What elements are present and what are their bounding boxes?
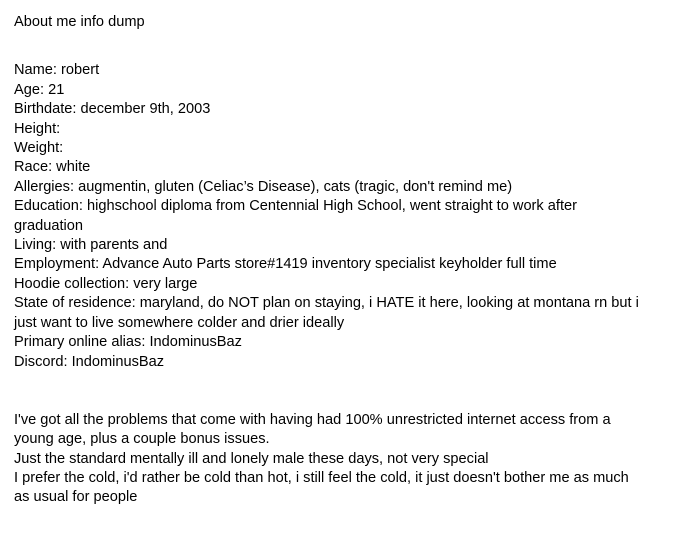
profile-line-birthdate: Birthdate: december 9th, 2003 — [14, 101, 211, 118]
notes-line-standard: Just the standard mentally ill and lonely male these days, not very special — [14, 450, 489, 467]
profile-line-online-alias: Primary online alias: IndominusBaz — [14, 334, 242, 351]
profile-line-race: Race: white — [14, 159, 91, 176]
notes-line-cold: I prefer the cold, i'd rather be cold than hot, i still feel the cold, it just doesn't bother me as much as usual for people — [14, 469, 633, 506]
profile-line-education: Education: highschool diploma from Centennial High School, went straight to work after graduation — [14, 198, 582, 234]
profile-line-weight: Weight: — [14, 140, 64, 157]
document-body — [14, 13, 644, 508]
profile-line-hoodie-collection: Hoodie collection: very large — [14, 275, 198, 292]
notes-section — [14, 411, 644, 508]
profile-line-name: Name: robert — [14, 62, 100, 79]
profile-line-height: Height: — [14, 120, 61, 137]
document-title: About me info dump — [14, 14, 145, 30]
profile-line-employment: Employment: Advance Auto Parts store#1419 inventory specialist keyholder full time — [14, 256, 557, 273]
profile-line-living: Living: with parents and — [14, 237, 168, 254]
profile-line-state-of-residence: State of residence: maryland, do NOT plan on staying, i HATE it here, looking at montana rn but i just want to live somewhere colder and drier ideally — [14, 295, 643, 331]
profile-section — [14, 61, 644, 372]
notes-line-internet: I've got all the problems that come with having had 100% unrestricted internet access from a young age, plus a couple bonus issues. — [14, 411, 615, 448]
profile-line-age: Age: 21 — [14, 81, 65, 98]
profile-line-allergies: Allergies: augmentin, gluten (Celiac’s Disease), cats (tragic, don't remind me) — [14, 178, 513, 195]
profile-line-discord: Discord: IndominusBaz — [14, 353, 165, 370]
